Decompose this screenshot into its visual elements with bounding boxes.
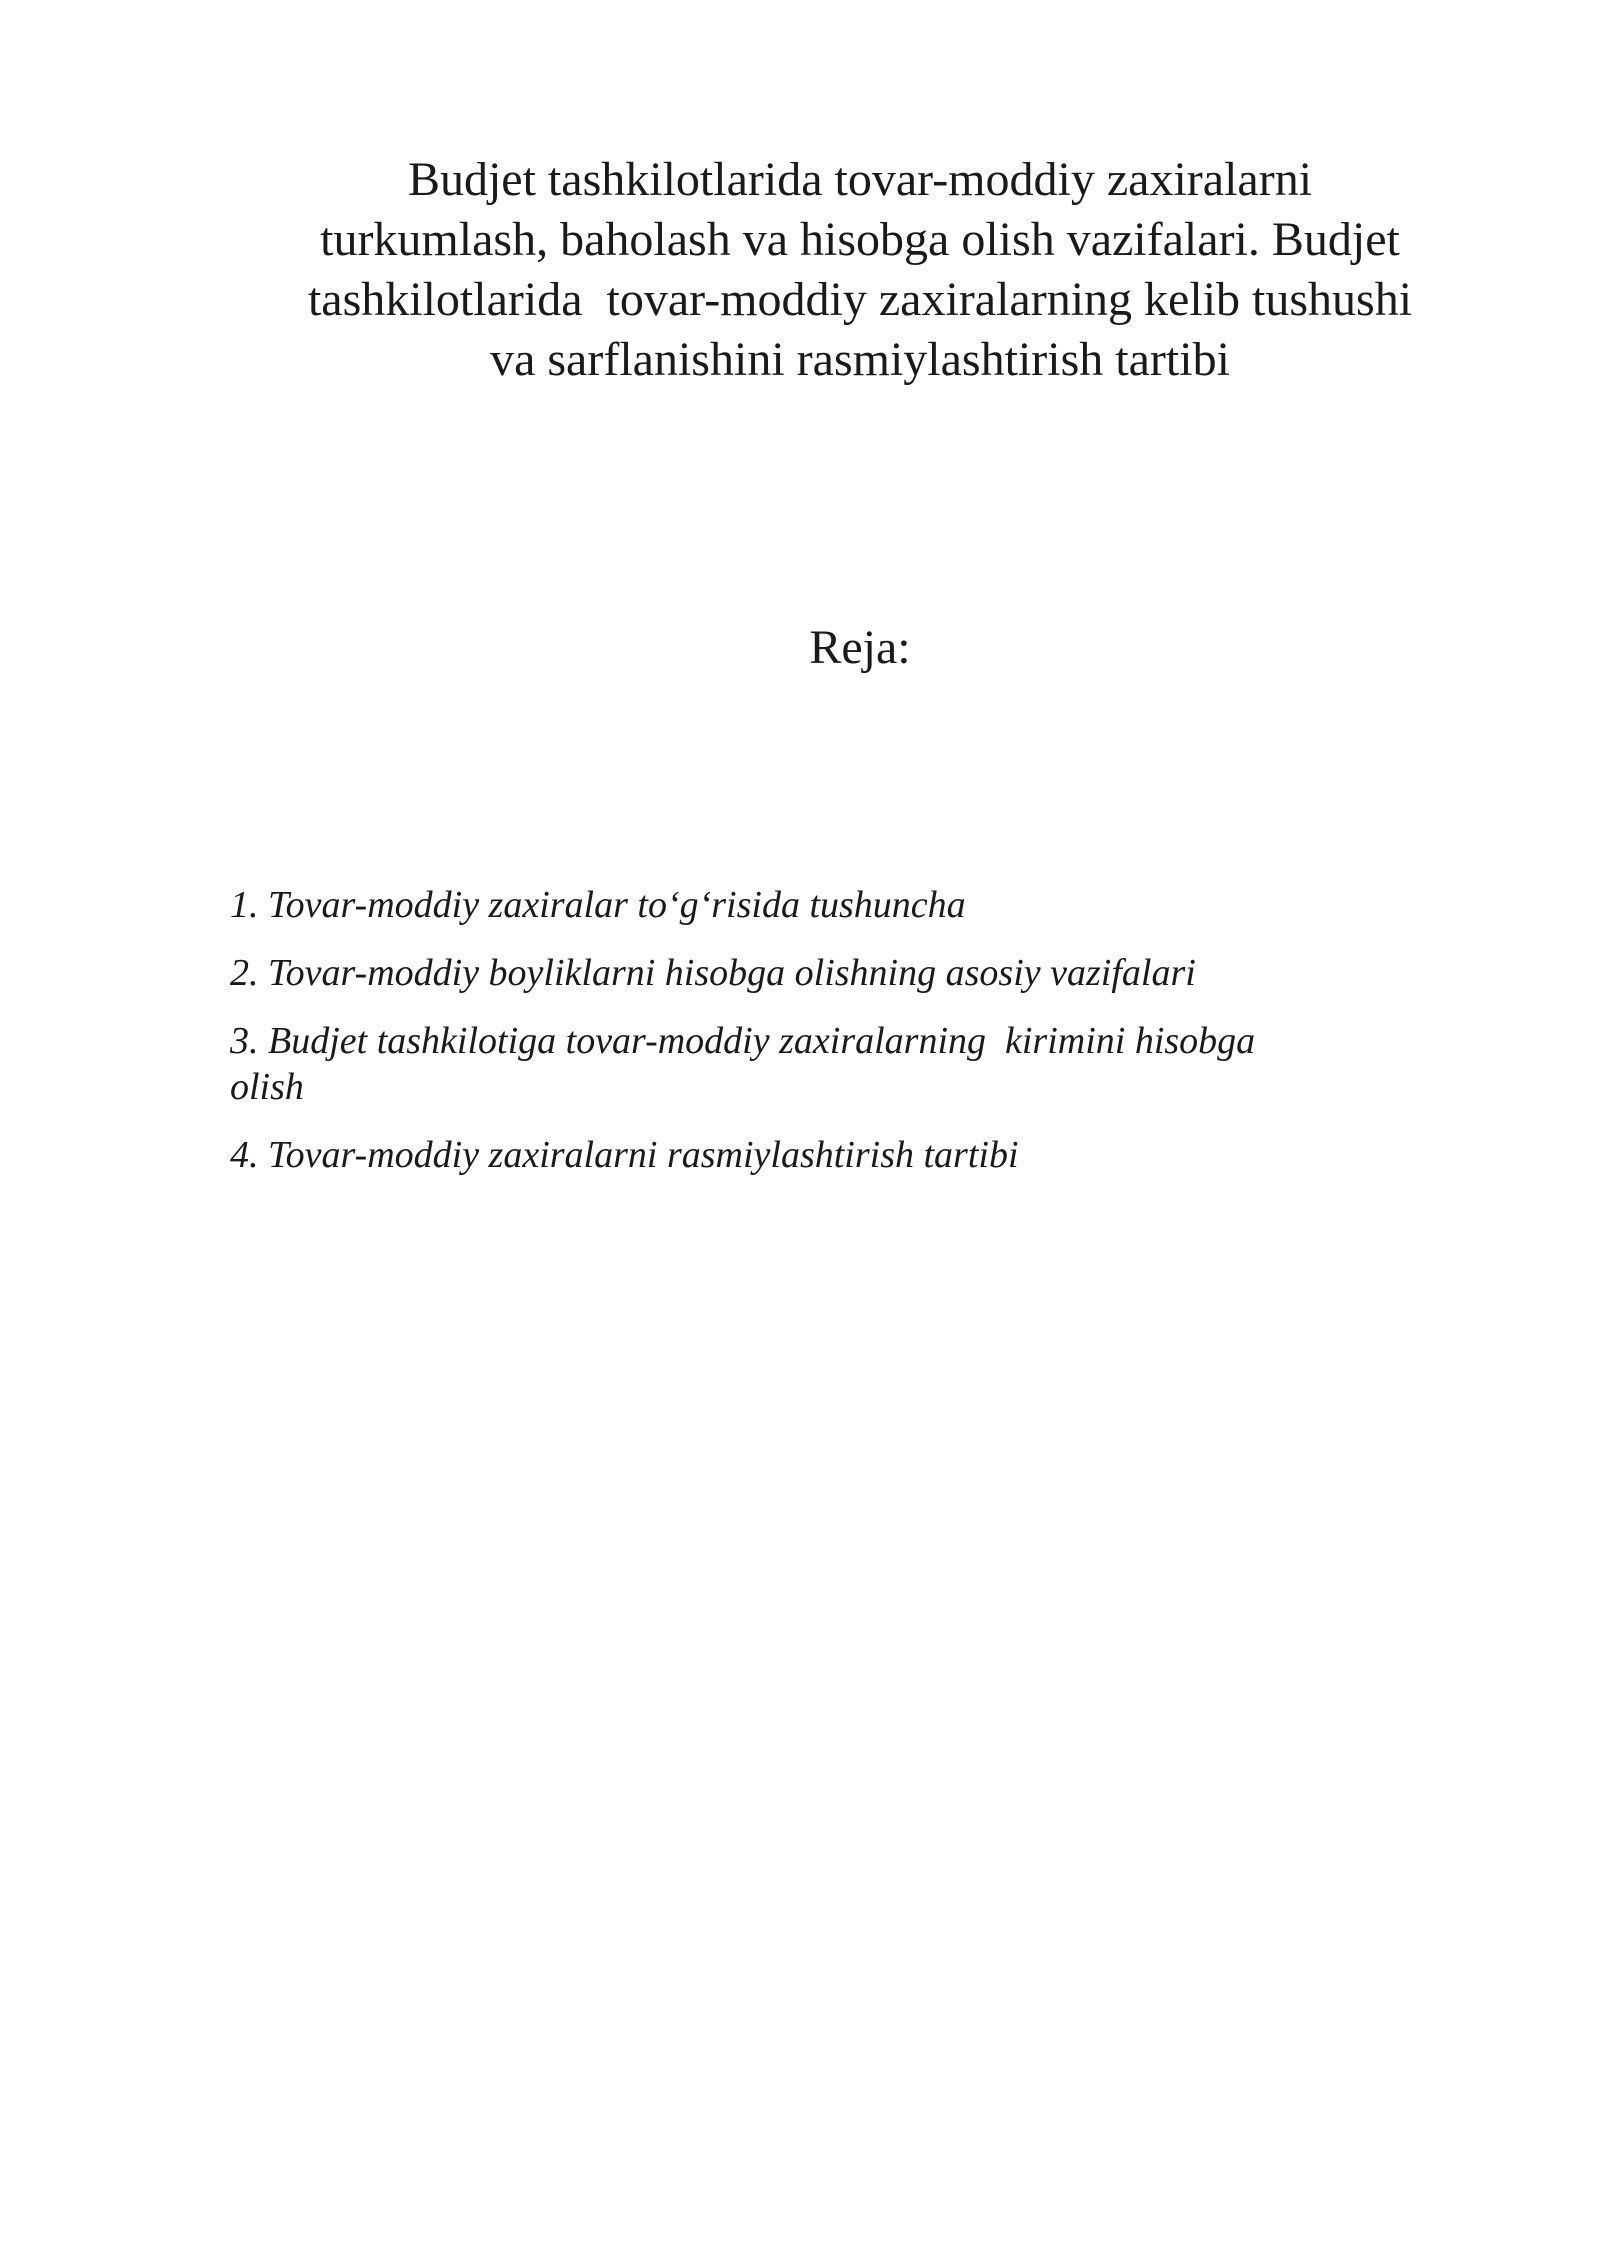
title-line: va sarflanishini rasmiylashtirish tartibi: [490, 333, 1230, 386]
title-line: turkumlash, baholash va hisobga olish vazifalari. Budjet: [320, 213, 1400, 266]
plan-list: [230, 882, 1430, 1200]
plan-item-text: 4. Tovar-moddiy zaxiralarni rasmiylashtirish tartibi: [230, 1134, 1019, 1176]
document-title: [200, 150, 1520, 390]
title-line: Budjet tashkilotlarida tovar-moddiy zaxiralarni: [407, 153, 1313, 206]
plan-heading: Reja:: [809, 621, 911, 674]
plan-item-text: olish: [230, 1066, 304, 1108]
plan-item: [230, 1018, 1430, 1110]
plan-item-text: 3. Budjet tashkilotiga tovar-moddiy zaxiralarning kirimini hisobga: [230, 1020, 1256, 1062]
title-line: tashkilotlarida tovar-moddiy zaxiralarning kelib tushushi: [307, 273, 1413, 326]
plan-item: [230, 950, 1430, 996]
plan-item: [230, 882, 1430, 928]
plan-item: [230, 1132, 1430, 1178]
plan-item-text: 1. Tovar-moddiy zaxiralar to‘g‘risida tushuncha: [230, 884, 966, 926]
plan-item-text: 2. Tovar-moddiy boyliklarni hisobga olishning asosiy vazifalari: [230, 952, 1196, 994]
